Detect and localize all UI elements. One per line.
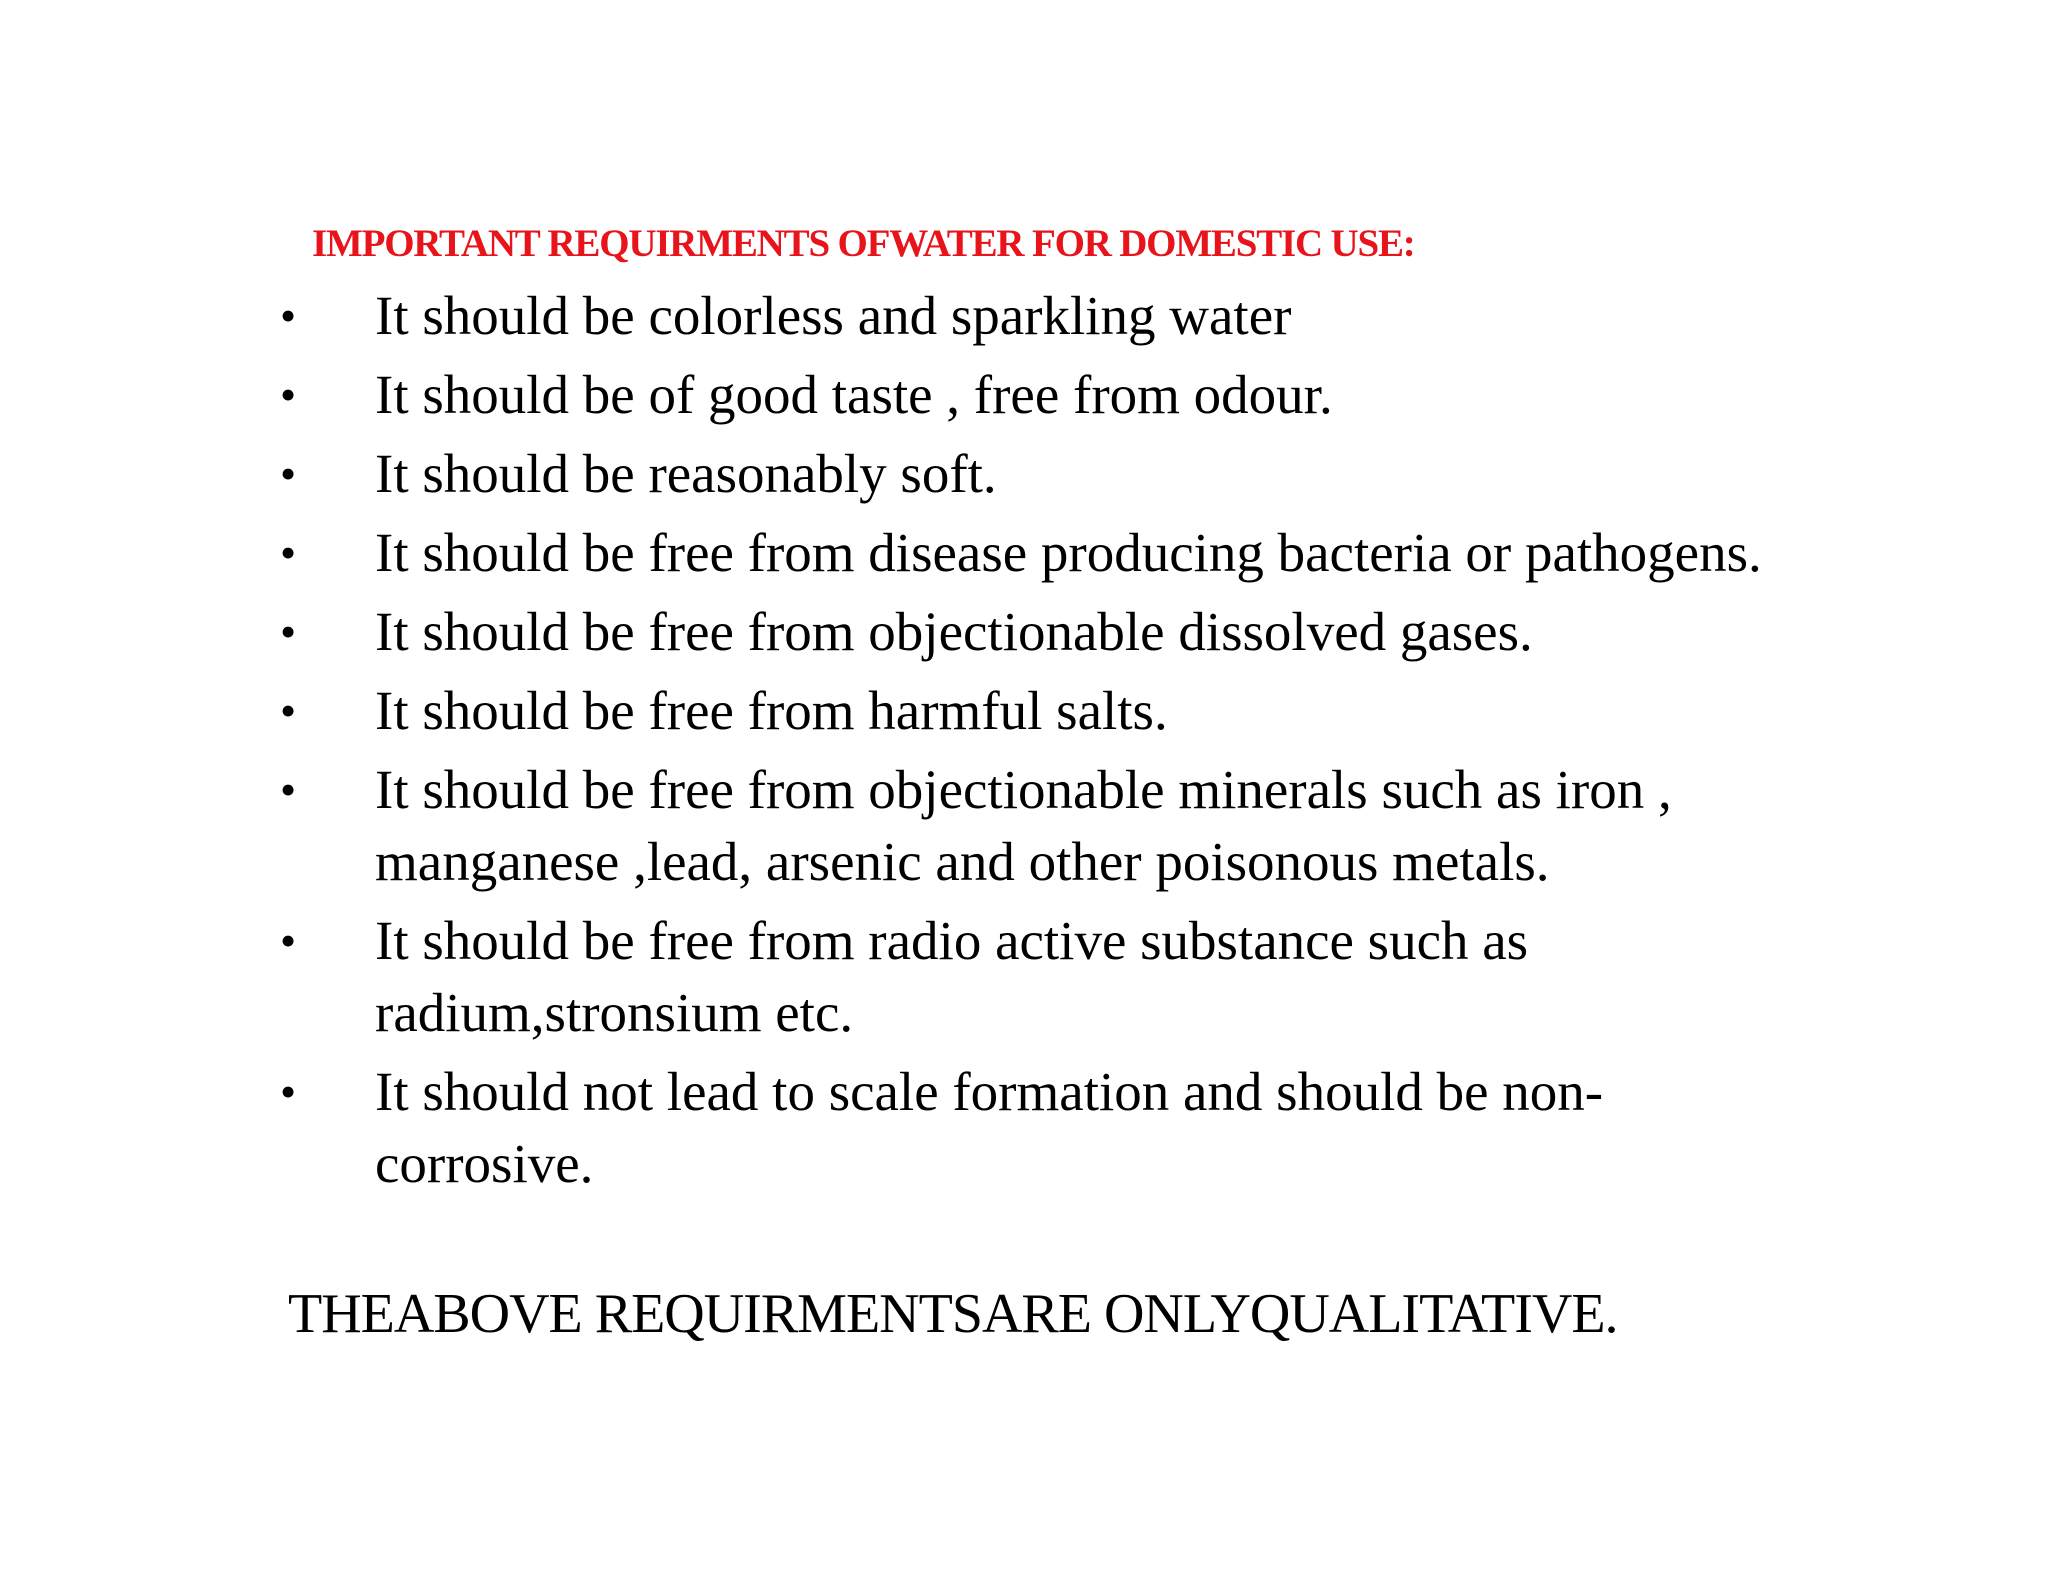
list-item: [280, 280, 1810, 352]
list-item: [280, 438, 1810, 510]
list-item-text: It should be reasonably soft.: [375, 443, 997, 504]
requirements-list: [280, 280, 1810, 1207]
list-item-text: It should be free from disease producing bacteria or pathogens.: [375, 522, 1762, 583]
list-item-text: It should be colorless and sparkling water: [375, 285, 1292, 346]
bullet-icon: •: [280, 369, 297, 420]
list-item-text: It should be free from objectionable dissolved gases.: [375, 601, 1533, 662]
bullet-icon: •: [280, 915, 297, 966]
list-item: [280, 1056, 1810, 1200]
bullet-icon: •: [280, 685, 297, 736]
list-item: [280, 754, 1810, 898]
list-item-text: It should be free from objectionable minerals such as iron , manganese ,lead, arsenic and other poisonous metals.: [375, 759, 1672, 892]
list-item-text: It should not lead to scale formation and should be non- corrosive.: [375, 1061, 1604, 1194]
list-item-text: It should be free from radio active substance such as radium,stronsium etc.: [375, 910, 1529, 1043]
list-item: [280, 905, 1810, 1049]
list-item: [280, 359, 1810, 431]
list-item: [280, 675, 1810, 747]
bullet-icon: •: [280, 527, 297, 578]
list-item-text: It should be free from harmful salts.: [375, 680, 1168, 741]
bullet-icon: •: [280, 1066, 297, 1117]
footer-note: THEABOVE REQUIRMENTSARE ONLYQUALITATIVE.: [288, 1283, 1618, 1345]
list-item: [280, 517, 1810, 589]
bullet-icon: •: [280, 290, 297, 341]
bullet-icon: •: [280, 448, 297, 499]
bullet-icon: •: [280, 606, 297, 657]
bullet-icon: •: [280, 764, 297, 815]
list-item-text: It should be of good taste , free from odour.: [375, 364, 1333, 425]
slide-heading: IMPORTANT REQUIRMENTS OFWATER FOR DOMESTIC USE:: [312, 222, 1415, 265]
list-item: [280, 596, 1810, 668]
